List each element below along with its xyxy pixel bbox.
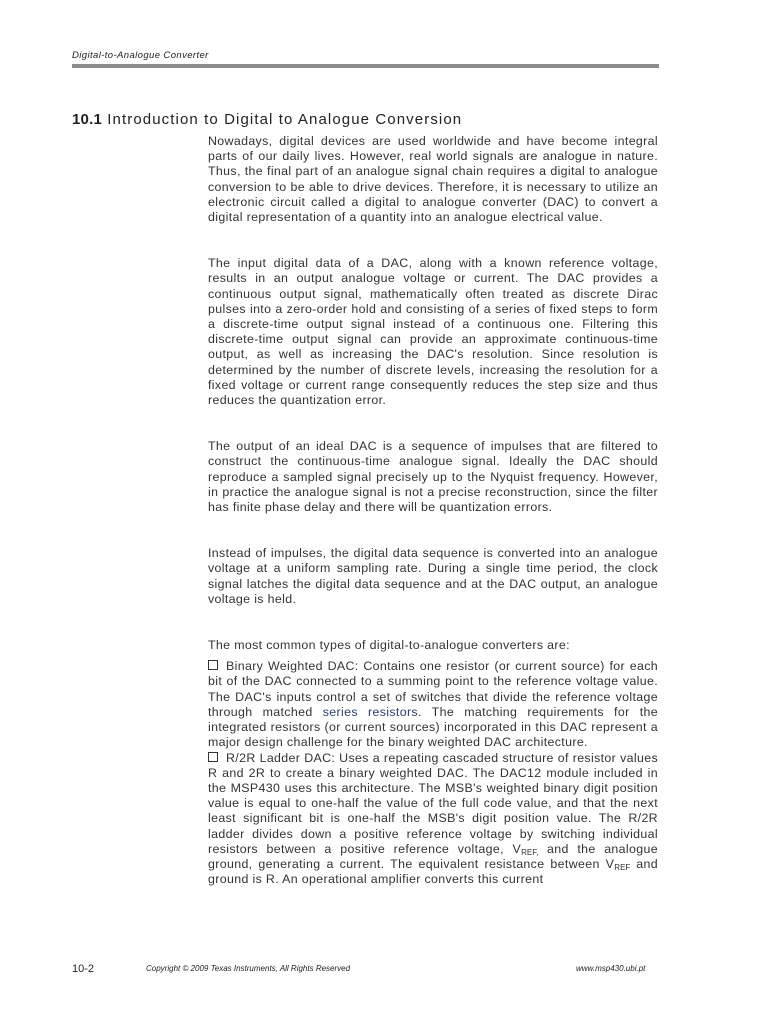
paragraph-ideal-dac: The output of an ideal DAC is a sequence of impulses that are filtered to construct the continuous-time analogue signal. Ideally the DAC should reproduce a sampled signal precisely up to the Nyquist frequency. However, in practice the analogue signal is not a precise reconstruction, since the filter has finite phase delay and there will be quantization errors. [208, 439, 658, 515]
section-number: 10.1 [72, 111, 102, 128]
checkbox-bullet-icon [208, 752, 218, 762]
list-intro: The most common types of digital-to-analogue converters are: [208, 638, 570, 653]
subscript-ref: REF, [521, 847, 539, 857]
header-rule [72, 64, 659, 68]
bullet-text: R/2R Ladder DAC: Uses a repeating cascaded structure of resistor values R and 2R to create a binary weighted DAC. The DAC12 module included in the MSP430 uses this architecture. The MSB's weighted binary digit position value is equal to one-half the value of the full code value, and that the next least significant bit is one-half the MSB's digit position value. The R/2R ladder divides down a positive reference voltage by switching individual resistors between a positive reference voltage, V [208, 750, 658, 856]
bullet-text: Binary Weighted DAC: Contains one resistor (or current source) for each bit of the DAC connected to a summing point to the reference voltage value. The DAC's inputs control a set of switches that divide the reference voltage through matched [208, 659, 658, 719]
copyright-notice: Copyright © 2009 Texas Instruments, All Rights Reserved [146, 964, 351, 973]
footer-url: www.msp430.ubi.pt [576, 964, 646, 973]
paragraph-sampling: Instead of impulses, the digital data sequence is converted into an analogue voltage at a uniform sampling rate. During a single time period, the clock signal latches the digital data sequence and at the DAC output, an analogue voltage is held. [208, 546, 658, 606]
bullet-text: and ground is R. An operational amplifier converts this current [208, 856, 658, 887]
list-item-binary-weighted [208, 659, 658, 750]
list-item-r2r-ladder [208, 751, 658, 888]
subscript-ref: REF [614, 862, 631, 872]
running-header: Digital-to-Analogue Converter [72, 50, 209, 61]
paragraph-input-data: The input digital data of a DAC, along with a known reference voltage, results in an output analogue voltage or current. The DAC provides a continuous output signal, mathematically often treated as discrete Dirac pulses into a zero-order hold and consisting of a series of fixed steps to form a discrete-time output signal instead of a continuous one. Filtering this discrete-time output signal can provide an approximate continuous-time output, as well as increasing the DAC's resolution. Since resolution is determined by the number of discrete levels, increasing the resolution for a fixed voltage or current range consequently reduces the step size and thus reduces the quantization error. [208, 256, 658, 408]
body-text [208, 134, 658, 887]
checkbox-bullet-icon [208, 660, 218, 670]
page-number: 10-2 [72, 963, 95, 975]
section-title: Introduction to Digital to Analogue Conversion [107, 111, 463, 128]
bullet-text: . The matching requirements for the integrated resistors (or current sources) incorporated in this DAC represent a major design challenge for the binary weighted DAC architecture. [208, 704, 658, 750]
section-heading [72, 111, 462, 128]
bullet-text: and the analogue ground, generating a current. The equivalent resistance between V [208, 841, 658, 871]
series-resistors-link[interactable]: series resistors [322, 704, 418, 719]
paragraph-intro: Nowadays, digital devices are used worldwide and have become integral parts of our daily lives. However, real world signals are analogue in nature. Thus, the final part of an analogue signal chain requires a digital to analogue conversion to be able to drive devices. Therefore, it is necessary to utilize an electronic circuit called a digital to analogue converter (DAC) to convert a digital representation of a quantity into an analogue electrical value. [208, 134, 658, 225]
